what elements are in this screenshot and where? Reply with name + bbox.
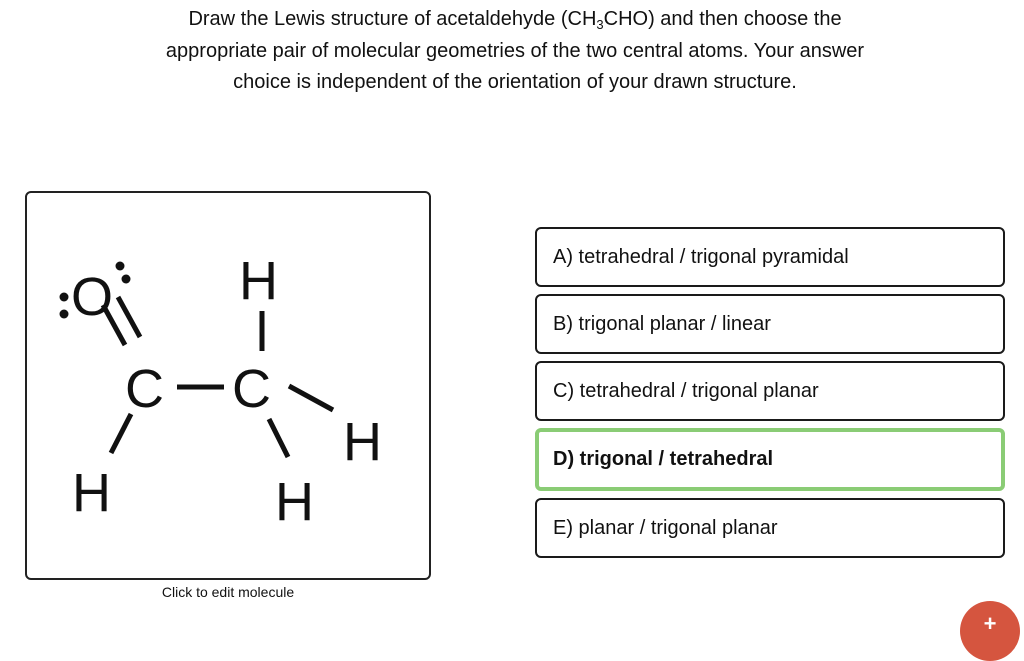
option-b[interactable] [535, 294, 1005, 354]
lone-pair-left-dot-2 [60, 310, 69, 319]
option-c-label: C) tetrahedral / trigonal planar [553, 379, 819, 402]
option-d[interactable] [535, 428, 1005, 491]
option-a[interactable] [535, 227, 1005, 287]
option-e[interactable] [535, 498, 1005, 558]
atom-h-bottom: H [275, 472, 314, 532]
plus-icon: + [983, 611, 997, 636]
double-bond-co-2 [118, 297, 140, 337]
option-b-label: B) trigonal planar / linear [553, 312, 771, 335]
bond-c-h-right [289, 386, 333, 410]
lone-pair-left-dot-1 [60, 293, 69, 302]
add-button[interactable] [960, 601, 1020, 661]
atom-h-left: H [72, 463, 111, 523]
bond-c-h-left [111, 414, 131, 453]
answer-options [535, 227, 1005, 565]
edit-molecule-caption: Click to edit molecule [161, 584, 295, 600]
option-e-label: E) planar / trigonal planar [553, 516, 778, 539]
atom-carbon-left: C [125, 359, 164, 419]
option-c[interactable] [535, 361, 1005, 421]
atom-oxygen: O [71, 267, 114, 327]
atom-carbon-right: C [232, 359, 271, 419]
atom-h-right: H [343, 412, 382, 472]
atom-h-top: H [239, 251, 278, 311]
question-line-2: appropriate pair of molecular geometries of the two central atoms. Your answer [165, 39, 865, 62]
option-d-label: D) trigonal / tetrahedral [553, 448, 774, 470]
option-a-label: A) tetrahedral / trigonal pyramidal [553, 245, 849, 268]
lewis-structure-drawing [27, 193, 429, 578]
bond-c-h-bottom [269, 419, 288, 457]
question-line-3: choice is independent of the orientation of your drawn structure. [233, 71, 797, 93]
molecule-editor[interactable] [25, 191, 431, 580]
lone-pair-right-dot-1 [116, 262, 125, 271]
question-line-1: Draw the Lewis structure of acetaldehyde $(CH_3CHO)$ and then choose the [188, 8, 842, 32]
question-text [100, 4, 930, 99]
lone-pair-right-dot-2 [122, 275, 131, 284]
